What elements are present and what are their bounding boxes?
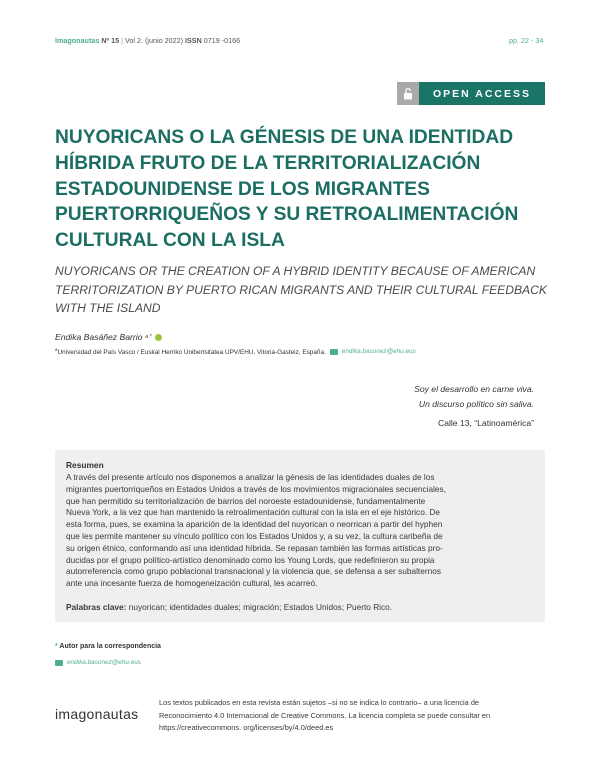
abstract-line: esta forma, pues, se examina la aparición de la identidad del nuyorican o neorrican a partir del hyphen: [66, 519, 443, 530]
abstract-line: A través del presente artículo nos disponemos a analizar la génesis de las identidades duales de los: [66, 472, 435, 482]
abstract-line: Nueva York, a la vez que han mantenido la retroalimentación cultural con la isla en el eje histórico. De: [66, 507, 441, 518]
abstract-line: que les permite mantener su vínculo político con los Estados Unidos y, a su vez, la cultura caribeña de: [66, 530, 443, 541]
open-access-label: OPEN ACCESS: [419, 82, 545, 105]
license-line: Los textos publicados en esta revista están sujetos –si no se indica lo contrario– a una licencia de: [159, 698, 480, 707]
open-access-badge: [397, 82, 545, 105]
keywords-value: nuyorican; identidades duales; migración; Estados Unidos; Puerto Rico.: [128, 602, 393, 612]
subtitle-line: WITH THE ISLAND: [55, 301, 161, 316]
abstract-line: su origen étnico, conformando así una identidad híbrida. Se repasan también las formas artísticas pro-: [66, 542, 443, 553]
title-line: ESTADOUNIDENSE DE LOS MIGRANTES: [55, 178, 430, 200]
volume: Vol 2. (junio 2022): [125, 36, 183, 45]
issue-number: Nº 15: [101, 36, 120, 45]
abstract-text: [66, 472, 534, 590]
epigraph-line: Soy el desarrollo en carne viva.: [414, 384, 534, 394]
abstract-line: autorreferencia como grupo poblacional transnacional y la violencia que, se defensa a ser subalternos: [66, 566, 441, 577]
abstract-line: que han permitido su territorialización de barrios del noroeste estadounidense, fundamentalmente: [66, 495, 426, 506]
author-name: Endika Basáñez Barrio: [55, 332, 143, 342]
license-link[interactable]: https://creativecommons. org/licenses/by/4.0/deed.es: [159, 723, 334, 733]
keywords-label: Palabras clave:: [66, 602, 127, 612]
author-email-link[interactable]: endika.basonez@ehu.eus: [341, 348, 416, 356]
article-title: [55, 125, 555, 254]
subtitle-line: TERRITORIZATION BY PUERTO RICAN MIGRANTS AND THEIR CULTURAL FEEDBACK: [55, 282, 547, 297]
title-line: PUERTORRIQUEÑOS Y SU RETROALIMENTACIÓN: [55, 204, 519, 226]
abstract-line: ante una incesante fuerza de homogeneización cultural, les acarreó.: [66, 578, 318, 589]
issn-label: ISSN: [184, 36, 202, 45]
title-line: HÍBRIDA FRUTO DE LA TERRITORIALIZACIÓN: [55, 152, 481, 174]
epigraph-source: Calle 13, “Latinoamérica”: [437, 418, 534, 428]
mail-icon: [55, 660, 63, 666]
page-range: pp. 22 - 34: [509, 36, 544, 45]
title-line: CULTURAL CON LA ISLA: [55, 230, 285, 252]
subtitle-line: NUYORICANS OR THE CREATION OF A HYBRID IDENTITY BECAUSE OF AMERICAN: [55, 264, 536, 278]
open-lock-icon: [397, 82, 419, 105]
license-text: [159, 697, 549, 735]
epigraph-line: Un discurso político sin saliva.: [418, 398, 534, 409]
journal-name: Imagonautas: [55, 36, 100, 45]
title-line: NUYORICANS O LA GÉNESIS DE UNA IDENTIDAD: [55, 127, 514, 148]
license-line: Reconocimiento 4.0 Internacional de Creative Commons. La licencia completa se puede consultar en: [159, 710, 491, 720]
keywords: [66, 602, 392, 612]
journal-logo: imagonautas: [55, 706, 139, 722]
correspondence-label: [55, 643, 161, 650]
english-title: [55, 262, 555, 318]
orcid-icon[interactable]: [155, 334, 162, 341]
affiliation-mark: a: [55, 347, 58, 352]
correspondence-text: Autor para la correspondencia: [59, 643, 161, 650]
correspondence-mark: *: [55, 643, 58, 650]
mail-icon: [330, 349, 338, 355]
affiliation-text: Universidad del País Vasco / Euskal Herriko Unibertsitatea UPV/EHU. Vitoria-Gasteiz, España.: [57, 349, 326, 357]
author-line: [55, 332, 162, 342]
affiliation: [55, 347, 416, 356]
author-marks: a *: [145, 334, 152, 340]
issn: 0719 -0166: [203, 36, 241, 45]
journal-header: Imagonautas Nº 15 | Vol 2. (junio 2022) ISSN 0719 -0166 pp. 22 - 34: [55, 36, 544, 45]
abstract-line: ducidas por el grupo político-artístico denominado como los Young Lords, que redefinieron su propia: [66, 554, 435, 565]
epigraph: [414, 382, 534, 431]
correspondence-email-link[interactable]: endika.basonez@ehu.eus: [67, 659, 141, 666]
abstract-line: migrantes puertorriqueños en Estados Unidos a través de los movimientos migracionales secuenciales,: [66, 483, 447, 494]
correspondence-email: [55, 659, 141, 666]
abstract-heading: Resumen: [66, 460, 104, 470]
